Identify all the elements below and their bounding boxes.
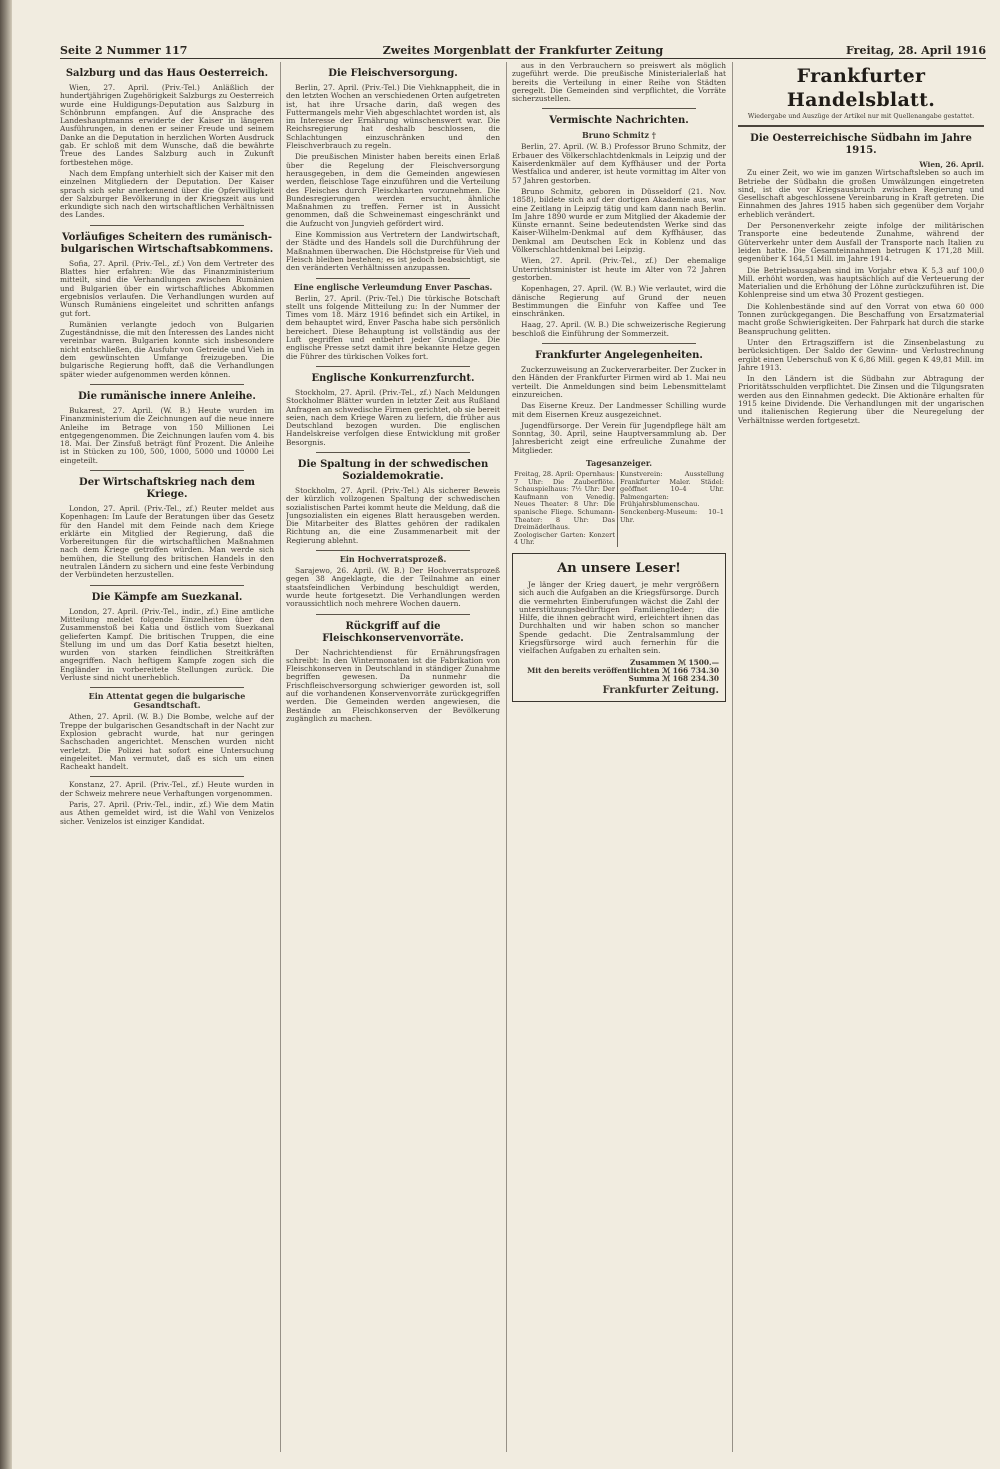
article-text: Der Nachrichtendienst für Ernährungsfragen schreibt: In den Wintermonaten ist die Fabrikation von Fleischkonserven in Deutschland in ständiger Zunahme begriffen gewesen. Da nunmehr die Frischfleischversorgung schwieriger geworden ist, soll auf die vorhandenen Konservenvorräte zurückgegriffen werden. Die Gemeinden werden angewiesen, die Bestände an Fleischkonserven der Bevölkerung zugänglich zu machen. [286, 647, 500, 723]
notice-signature: Frankfurter Zeitung. [602, 685, 719, 697]
article-text: Der Personenverkehr zeigte infolge der militärischen Transporte eine bedeutende Zunahme, während der Güterverkehr unter dem Ausfall der Transporte nach Italien zu leiden hatte. Die Gesamteinnahmen betrugen K 171,28 Mill. gegenüber K 164,51 Mill. im Jahre 1914. [738, 221, 984, 264]
article-text: Sofia, 27. April. (Priv.-Tel., zf.) Von dem Vertreter des Blattes hier erfahren: Wie das Finanzministerium mitteilt, sind die Verhandlungen zwischen Rumänien und Bulgarien über ein wirtschaftliches Abkommen ergebnislos verlaufen. Die Verhandlungen wurden auf Wunsch Rumäniens eingeleitet und schritten anfangs gut fort. [60, 258, 274, 318]
article-text: aus in den Verbrauchern so preiswert als möglich zugeführt werde. Die preußische Ministerialerlaß hat bereits die Verteilung in einer Reihe von Städten geregelt. Die Gemeinden sind verpflichtet, die Vorräte sicherzustellen. [512, 62, 726, 104]
notice-total: Summa ℳ 168 234.30 [628, 674, 719, 684]
divider [316, 452, 470, 453]
divider [90, 384, 244, 385]
column-4 [738, 62, 984, 1452]
divider [316, 278, 470, 279]
handelsblatt-subtitle: Wiedergabe und Auszüge der Artikel nur mit Quellenangabe gestattet. [747, 113, 975, 120]
program-right: Kunstverein: Ausstellung Frankfurter Maler. Städel: geöffnet 10–4 Uhr. Palmengarten: Frühjahrsblumenschau. Senckenberg-Museum: 10–1 Uhr. [619, 469, 724, 524]
article-text: Stockholm, 27. April. (Priv.-Tel., zf.) Nach Meldungen Stockholmer Blätter wurden in letzter Zeit aus Rußland Anfragen an schwedische Firmen gerichtet, ob sie bereit seien, nach dem Kriege Waren zu liefern, die früher aus Deutschland bezogen wurden. Die englischen Handelskreise verfolgen diese Entwicklung mit großer Besorgnis. [286, 387, 500, 447]
divider [316, 366, 470, 367]
divider [90, 585, 244, 586]
article-text: Paris, 27. April. (Priv.-Tel., indir., zf.) Wie dem Matin aus Athen gemeldet wird, ist die Wahl von Venizelos sicher. Venizelos ist einziger Kandidat. [60, 800, 274, 826]
article-text: Berlin, 27. April. (Priv.-Tel.) Die Viehknappheit, die in den letzten Wochen an verschiedenen Orten aufgetreten ist, hat ihre Ursache darin, daß wegen des Futtermangels mehr Vieh abgeschlachtet worden ist, als im Interesse der Ernährung wünschenswert war. Die Reichsregierung hat deshalb beschlossen, die Schlachtungen einzuschränken und den Fleischverbrauch zu regeln. [286, 83, 500, 151]
reader-notice-box [512, 553, 726, 702]
column-rule [732, 62, 733, 1452]
headline-suezkanal: Die Kämpfe am Suezkanal. [91, 591, 243, 603]
divider [90, 687, 244, 688]
article-text: Berlin, 27. April. (Priv.-Tel.) Die türkische Botschaft stellt uns folgende Mitteilung zu: In der Nummer der Times vom 18. März 1916 befindet sich ein Artikel, in dem behauptet wird, Enver Pascha habe sich persönlich bereichert. Diese Behauptung ist vollständig aus der Luft gegriffen und entbehrt jeder Grundlage. Die englische Presse setzt damit ihre bekannte Hetze gegen die Führer des türkischen Volkes fort. [286, 293, 500, 361]
article-text: Die Betriebsausgaben sind im Vorjahr etwa K 5,3 auf 100,0 Mill. erhöht worden, was hauptsächlich auf die Verteuerung der Materialien und die Erhöhung der Löhne zurückzuführen ist. Die Kohlenpreise sind um etwa 30 Prozent gestiegen. [738, 265, 984, 300]
headline-rumaenien: Vorläufiges Scheitern des rumänisch-bulgarischen Wirtschaftsabkommens. [60, 231, 274, 255]
article-text: Rumänien verlangte jedoch von Bulgarien Zugeständnisse, die mit den Interessen des Landes nicht vereinbar waren. Bulgarien konnte sich insbesondere nicht entschließen, die Ausfuhr von Getreide und Vieh in dem gewünschten Umfange freizugeben. Die bulgarische Regierung hofft, daß die Verhandlungen später wieder aufgenommen werden können. [60, 319, 274, 379]
newspaper-title: Zweites Morgenblatt der Frankfurter Zeitung [382, 44, 664, 57]
article-text: Berlin, 27. April. (W. B.) Professor Bruno Schmitz, der Erbauer des Völkerschlachtdenkmals in Leipzig und der Kaiserdenkmäler auf dem Kyffhäuser und der Porta Westfalica und anderer, ist heute vormittag im Alter von 57 Jahren gestorben. [512, 142, 726, 185]
headline-sozialdemokratie: Die Spaltung in der schwedischen Sozialdemokratie. [297, 458, 489, 482]
article-text: Wien, 27. April. (Priv.-Tel., zf.) Der ehemalige Unterrichtsminister ist heute im Alter von 72 Jahren gestorben. [512, 256, 726, 282]
article-text: Bruno Schmitz, geboren in Düsseldorf (21. Nov. 1858), bildete sich auf der dortigen Akademie aus, war eine Zeitlang in Leipzig tätig und kam dann nach Berlin. Im Jahre 1890 wurde er zum Mitglied der Akademie der Künste ernannt. Seine bedeutendsten Werke sind das Kaiser-Wilhelm-Denkmal auf dem Kyffhäuser, das Denkmal am Deutschen Eck in Koblenz und das Völkerschlachtdenkmal bei Leipzig. [512, 186, 726, 255]
article-text: Haag, 27. April. (W. B.) Die schweizerische Regierung beschloß die Einführung der Sommerzeit. [512, 320, 726, 338]
headline-fleischversorgung: Die Fleischversorgung. [328, 68, 458, 79]
dateline: Wien, 26. April. [919, 160, 984, 169]
headline-vermischte-nachrichten: Vermischte Nachrichten. [549, 115, 689, 127]
double-rule [738, 125, 984, 127]
headline-hochverrat: Ein Hochverratsprozeß. [339, 554, 447, 565]
notice-body: Je länger der Krieg dauert, je mehr vergrößern sich auch die Aufgaben an die Kriegsfürsorge. Durch die vermehrten Einberufungen wächst die Zahl der unterstützungsbedürftigen Familienglieder; die Hilfe, die ihnen gebracht wird, erleichtert ihnen das Durchhalten und wir haben schon so mancher Spende gedacht. Die Zentralsammlung der Kriegsfürsorge wird auch fernerhin für die vielfachen Aufgaben zu erhalten sein. [519, 579, 719, 656]
headline-rueckgriff: Rückgriff auf die Fleischkonservenvorräte. [322, 620, 464, 644]
article-text: Sarajewo, 26. April. (W. B.) Der Hochverratsprozeß gegen 38 Angeklagte, die der Teilnahme an einer staatsfeindlichen Verbindung beschuldigt werden, wurde heute fortgesetzt. Die Verhandlungen werden voraussichtlich noch mehrere Wochen dauern. [286, 566, 500, 609]
headline-anleihe: Die rumänische innere Anleihe. [78, 390, 256, 402]
article-text: Bukarest, 27. April. (W. B.) Heute wurden im Finanzministerium die Zeichnungen auf die neue innere Anleihe im Betrage von 150 Millionen Lei entgegengenommen. Die Zeichnungen laufen vom 4. bis 18. Mai. Der Zinsfuß beträgt fünf Prozent. Die Anleihe ist in Stücken zu 100, 500, 1000, 5000 und 10000 Lei eingeteilt. [60, 405, 274, 465]
headline-suedbahn: Die Oesterreichische Südbahn im Jahre 1915. [750, 133, 972, 156]
program-table [512, 471, 726, 547]
divider [316, 614, 470, 615]
headline-attentat: Ein Attentat gegen die bulgarische Gesandtschaft. [88, 691, 246, 711]
headline-wirtschaftskrieg: Der Wirtschaftskrieg nach dem Kriege. [79, 476, 255, 500]
divider [90, 225, 244, 226]
article-text: Die preußischen Minister haben bereits einen Erlaß über die Regelung der Fleischversorgung herausgegeben, in dem die Gemeinden angewiesen werden, fleischlose Tage einzuführen und die Verteilung des Fleisches durch Fleischkarten vorzunehmen. Die Bundesregierungen werden ersucht, ähnliche Maßnahmen zu treffen. Ferner ist in Aussicht genommen, daß die Schweinemast eingeschränkt und die Aufzucht von Jungvieh gefördert wird. [286, 152, 500, 228]
article-text: Zuckerzuweisung an Zuckerverarbeiter. Der Zucker in den Händen der Frankfurter Firmen wird ab 1. Mai neu verteilt. Die Anmeldungen sind beim Lebensmittelamt einzureichen. [512, 365, 726, 399]
headline-verleumdung: Eine englische Verleumdung Enver Paschas. [293, 281, 493, 292]
article-text: Jugendfürsorge. Der Verein für Jugendpflege hält am Sonntag, 30. April, seine Hauptversammlung ab. Der Jahresbericht zeigt eine erfreuliche Zunahme der Mitglieder. [512, 420, 726, 455]
article-text: In den Ländern ist die Südbahn zur Abtragung der Prioritätsschulden verpflichtet. Die Zinsen und die Tilgungsraten werden aus den Einnahmen gedeckt. Die Aktionäre erhalten für 1915 keine Dividende. Die Verhandlungen mit der ungarischen und italienischen Regierung über die Neuregelung der Verhältnisse werden fortgesetzt. [738, 374, 984, 425]
article-text: Stockholm, 27. April. (Priv.-Tel.) Als sicherer Beweis der kürzlich vollzogenen Spaltung der schwedischen sozialistischen Partei kommt heute die Meldung, daß die Jungsozialisten ein eigenes Blatt herausgeben werden. Die Mitarbeiter des Blattes gehören der radikalen Richtung an, die eine Zusammenarbeit mit der Regierung ablehnt. [286, 485, 500, 545]
column-3 [512, 62, 726, 1452]
article-text: Wien, 27. April. (Priv.-Tel.) Anläßlich der hundertjährigen Zugehörigkeit Salzburgs zu Oesterreich wurde eine Huldigungs-Deputation aus Salzburg in Schönbrunn empfangen. Auf die Ansprache des Landeshauptmanns erwiderte der Kaiser in längeren Ausführungen, in denen er seiner Freude und seinem Danke an die Deputation in herzlichen Worten Ausdruck gab. Er schloß mit dem Wunsche, daß die bewährte Treue des Landes Salzburg auch in Zukunft fortbestehen möge. [60, 83, 274, 167]
article-text: Zu einer Zeit, wo wie im ganzen Wirtschaftsleben so auch im Betriebe der Südbahn die großen Umwälzungen eingetreten sind, ist die vor Kriegsausbruch zwischen Regierung und Gesellschaft abgeschlossene Vereinbarung in Kraft getreten. Die Einnahmen des Jahres 1915 haben sich gegenüber dem Vorjahr erheblich verändert. [738, 168, 984, 219]
masthead [60, 44, 986, 59]
handelsblatt-title: Frankfurter Handelsblatt. [786, 65, 936, 111]
article-text: Nach dem Empfang unterhielt sich der Kaiser mit den einzelnen Mitgliedern der Deputation. Der Kaiser sprach sich sehr anerkennend über die Opferwilligkeit der Salzburger Bevölkerung in der Kriegszeit aus und erkundigte sich nach den wirtschaftlichen Verhältnissen des Landes. [60, 168, 274, 220]
article-text: Unter den Ertragsziffern ist die Zinsenbelastung zu berücksichtigen. Der Saldo der Gewinn- und Verlustrechnung ergibt einen Ueberschuß von K 6,86 Mill. gegen K 49,81 Mill. im Jahre 1913. [738, 337, 984, 372]
divider [316, 550, 470, 551]
article-text: Konstanz, 27. April. (Priv.-Tel., zf.) Heute wurden in der Schweiz mehrere neue Verhaftungen vorgenommen. [60, 780, 274, 798]
column-2 [286, 62, 500, 1452]
headline-konkurrenz: Englische Konkurrenzfurcht. [311, 372, 475, 384]
issue-date: Freitag, 28. April 1916 [846, 44, 986, 57]
article-text: Die Kohlenbestände sind auf den Vorrat von etwa 60 000 Tonnen zurückgegangen. Die Beschaffung von Ersatzmaterial macht große Schwierigkeiten. Der Fahrpark hat durch die starke Beanspruchung gelitten. [738, 301, 984, 336]
notice-title: An unsere Leser! [557, 560, 681, 576]
article-text: London, 27. April. (Priv.-Tel., zf.) Reuter meldet aus Kopenhagen: Im Laufe der Beratungen über das Gesetz für den Handel mit dem Feinde nach dem Kriege erklärte ein Mitglied der Regierung, daß die Vorbereitungen für die wirtschaftlichen Maßnahmen nach dem Kriege getroffen würden. Man werde sich bemühen, die Stellung des britischen Handels in den neutralen Ländern zu sichern und eine feste Verbindung der Verbündeten herzustellen. [60, 503, 274, 580]
headline-tagesanzeiger: Tagesanzeiger. [585, 457, 653, 468]
article-text: Das Eiserne Kreuz. Der Landmesser Schilling wurde mit dem Eisernen Kreuz ausgezeichnet. [512, 401, 726, 419]
column-rule [506, 62, 507, 1452]
article-text: Athen, 27. April. (W. B.) Die Bombe, welche auf der Treppe der bulgarischen Gesandtschaft in der Nacht zur Explosion gebracht wurde, hat nur geringen Sachschaden angerichtet. Menschen wurden nicht verletzt. Die Polizei hat sofort eine Untersuchung eingeleitet. Man vermutet, daß es sich um einen Racheakt handelt. [60, 712, 274, 772]
column-rule [280, 62, 281, 1452]
notice-previous: Mit den bereits veröffentlichten ℳ 166 734.30 [527, 665, 719, 675]
column-1 [60, 62, 274, 1452]
divider [90, 776, 244, 777]
program-left: Freitag, 28. April: Opernhaus: 7 Uhr: Die Zauberflöte. Schauspielhaus: 7½ Uhr: Der Kaufmann von Venedig. Neues Theater: 8 Uhr: Die spanische Fliege. Schumann-Theater: 8 Uhr: Das Dreimäderlhaus. Zoologischer Garten: Konzert 4 Uhr. [512, 471, 617, 547]
notice-subtotal: Zusammen ℳ 1500.— [629, 657, 719, 667]
divider [542, 108, 696, 109]
article-text: Kopenhagen, 27. April. (W. B.) Wie verlautet, wird die dänische Regierung auf Grund der neuen Bestimmungen die Einfuhr von Kaffee und Tee einschränken. [512, 284, 726, 319]
page-number: Seite 2 Nummer 117 [60, 44, 188, 57]
divider [542, 343, 696, 344]
article-text: Eine Kommission aus Vertretern der Landwirtschaft, der Städte und des Handels soll die Durchführung der Maßnahmen überwachen. Die Höchstpreise für Vieh und Fleisch bleiben bestehen; es ist jedoch beabsichtigt, sie den veränderten Verhältnissen anzupassen. [286, 230, 500, 273]
headline-salzburg: Salzburg und das Haus Oesterreich. [65, 68, 269, 79]
headline-bruno-schmitz: Bruno Schmitz † [582, 130, 656, 141]
divider [90, 470, 244, 471]
article-text: London, 27. April. (Priv.-Tel., indir., zf.) Eine amtliche Mitteilung meldet folgende Einzelheiten über den Zusammenstoß bei Katia und östlich vom Suezkanal gelieferten Kampf. Die britischen Truppen, die eine Stellung im und um das Dorf Katia besetzt hielten, wurden von starken feindlichen Streitkräften angegriffen. Nach heftigem Kampfe zogen sich die Engländer in vorbereitete Stellungen zurück. Die Verluste sind nicht unerheblich. [60, 606, 274, 683]
headline-frankfurter-angelegenheiten: Frankfurter Angelegenheiten. [535, 350, 703, 362]
